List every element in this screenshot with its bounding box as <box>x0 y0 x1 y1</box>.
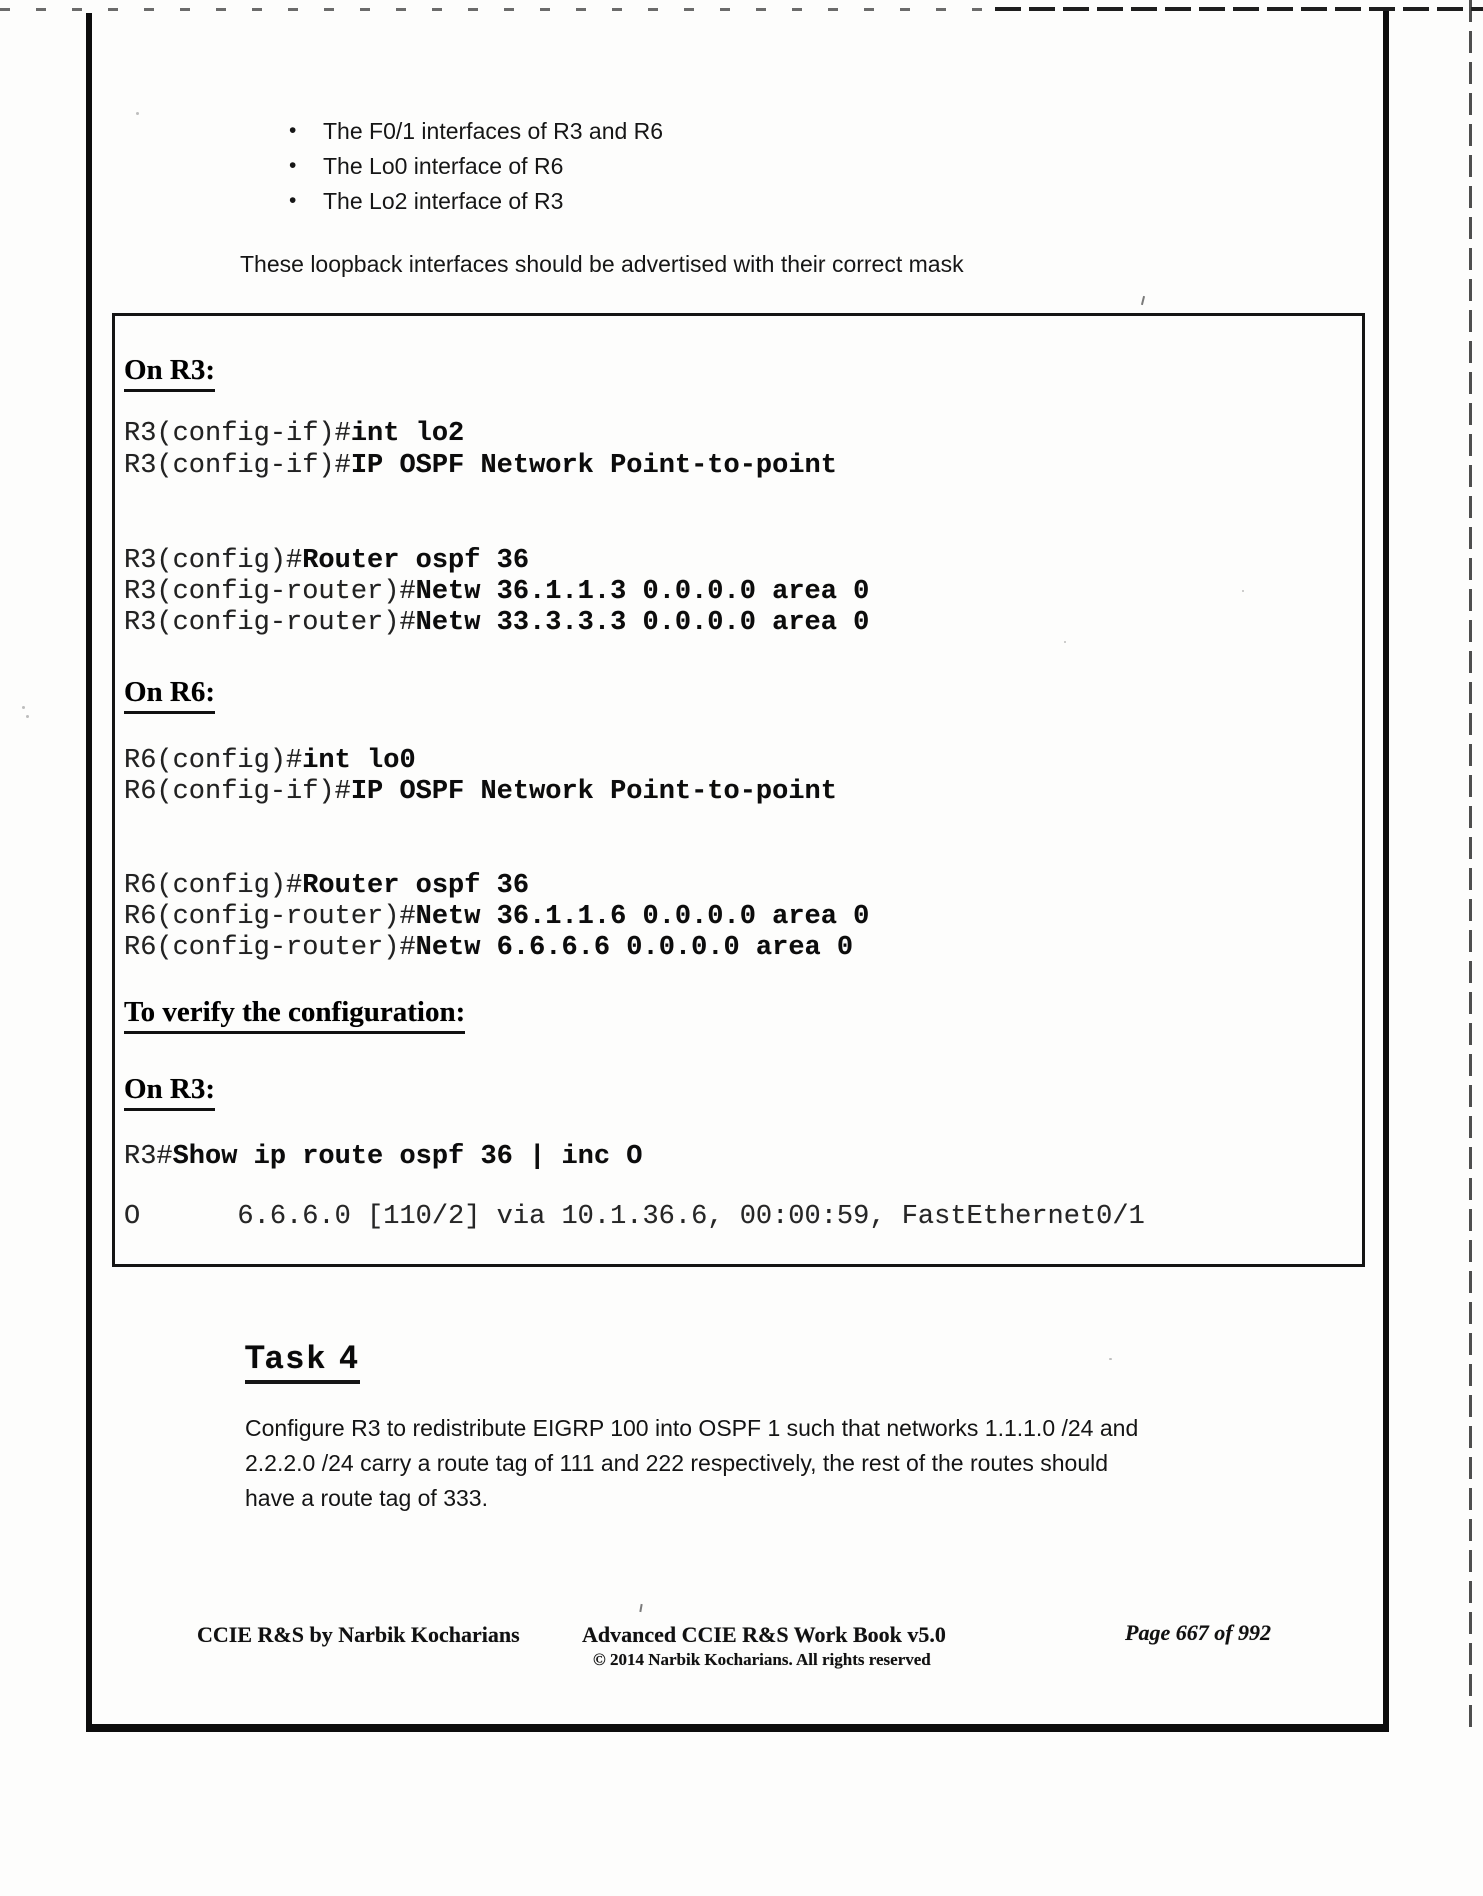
cli-line <box>124 777 837 808</box>
bullet-item <box>289 188 563 214</box>
cli-command: IP OSPF Network Point-to-point <box>350 451 837 481</box>
cli-prompt: R6(config)# <box>124 871 303 901</box>
cli-command: int lo0 <box>302 746 416 776</box>
cli-line <box>124 419 464 450</box>
cli-prompt: R3(config-if)# <box>124 451 351 481</box>
bullet-text: The Lo0 interface of R6 <box>323 153 564 179</box>
cli-line <box>124 902 869 933</box>
cli-prompt: R6(config-router)# <box>124 933 416 963</box>
cli-line <box>124 871 529 902</box>
page-frame-bottom-line <box>86 1724 1389 1732</box>
cli-prompt: R3# <box>124 1142 173 1172</box>
footer-copyright: © 2014 Narbik Kocharians. All rights reserved <box>593 1650 931 1669</box>
bullet-text: The Lo2 interface of R3 <box>323 188 564 214</box>
page-frame-right-line <box>1383 11 1389 1731</box>
cli-line <box>124 451 837 482</box>
scan-speck <box>1109 1358 1112 1360</box>
scan-top-dashed-line-right <box>995 7 1483 11</box>
bullet-dot-icon: • <box>289 189 297 212</box>
task-text-line: 2.2.2.0 /24 carry a route tag of 111 and 222 respectively, the rest of the routes should <box>245 1450 1109 1476</box>
cli-line <box>124 1142 643 1173</box>
cli-command: Netw 6.6.6.6 0.0.0.0 area 0 <box>415 933 854 963</box>
cli-line <box>124 577 869 608</box>
section-heading-on-r6: On R6: <box>124 676 215 714</box>
section-heading-on-r3-verify: On R3: <box>124 1073 215 1111</box>
cli-command: int lo2 <box>350 419 465 449</box>
bullet-dot-icon: • <box>289 119 297 142</box>
bullet-item <box>289 118 663 144</box>
task-title: Task 4 <box>245 1339 360 1384</box>
cli-command: Show ip route ospf 36 | inc O <box>172 1142 643 1172</box>
cli-command: Router ospf 36 <box>302 546 530 576</box>
bullet-item <box>289 153 563 179</box>
section-heading-verify: To verify the configuration: <box>124 996 465 1034</box>
scan-edge-dashed-line <box>1469 0 1472 1733</box>
page-frame-left-line <box>86 13 92 1731</box>
scan-speck <box>136 112 139 115</box>
scan-top-dashed-line-left <box>0 8 995 11</box>
bullet-text: The F0/1 interfaces of R3 and R6 <box>323 118 664 144</box>
scan-artifact-mark <box>639 1604 642 1612</box>
footer-author: CCIE R&S by Narbik Kocharians <box>197 1622 520 1647</box>
cli-prompt: R6(config-if)# <box>124 777 351 807</box>
footer-page-number: Page 667 of 992 <box>1125 1620 1272 1645</box>
cli-command: IP OSPF Network Point-to-point <box>350 777 837 807</box>
section-heading-on-r3: On R3: <box>124 354 215 392</box>
task-text-line: Configure R3 to redistribute EIGRP 100 into OSPF 1 such that networks 1.1.1.0 /24 and <box>245 1415 1139 1441</box>
cli-prompt: R3(config)# <box>124 546 303 576</box>
cli-line <box>124 608 869 639</box>
cli-prompt: R6(config)# <box>124 746 303 776</box>
cli-prompt: R6(config-router)# <box>124 902 416 932</box>
scan-artifact-colon <box>22 706 25 709</box>
scan-artifact-apostrophe <box>1141 296 1145 305</box>
cli-command: Netw 33.3.3.3 0.0.0.0 area 0 <box>415 608 870 638</box>
cli-line <box>124 546 529 577</box>
bullet-dot-icon: • <box>289 154 297 177</box>
cli-output-line: O 6.6.6.0 [110/2] via 10.1.36.6, 00:00:59, FastEthernet0/1 <box>124 1202 1145 1232</box>
task-text-line: have a route tag of 333. <box>245 1485 488 1511</box>
cli-command: Netw 36.1.1.3 0.0.0.0 area 0 <box>415 577 870 607</box>
cli-line <box>124 933 853 964</box>
cli-command: Netw 36.1.1.6 0.0.0.0 area 0 <box>415 902 870 932</box>
cli-prompt: R3(config-if)# <box>124 419 351 449</box>
footer-book-title: Advanced CCIE R&S Work Book v5.0 <box>582 1622 946 1647</box>
cli-prompt: R3(config-router)# <box>124 608 416 638</box>
cli-line <box>124 746 416 777</box>
note-text: These loopback interfaces should be advertised with their correct mask <box>240 251 964 277</box>
cli-command: Router ospf 36 <box>302 871 530 901</box>
cli-prompt: R3(config-router)# <box>124 577 416 607</box>
